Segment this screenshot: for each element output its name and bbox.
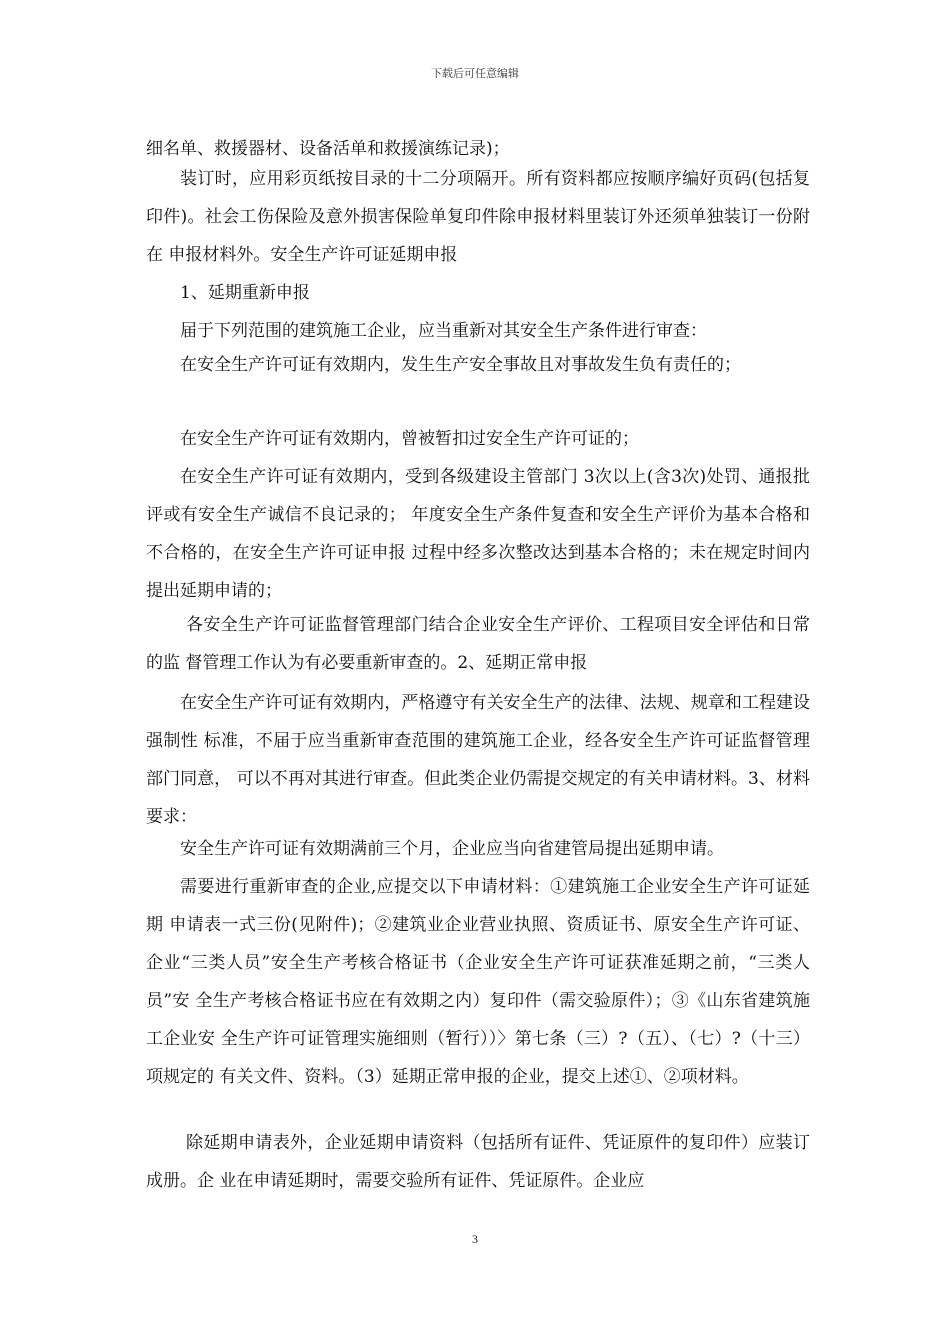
paragraph-12: 除延期申请表外，企业延期申请资料（包括所有证件、凭证原件的复印件）应装订成册。企 业在申请延期时，需要交验所有证件、凭证原件。企业应 [146,1133,810,1191]
paragraph-4: 届于下列范围的建筑施工企业，应当重新对其安全生产条件进行审查： [180,321,707,341]
page-number: 3 [472,1232,478,1246]
paragraph-3: 1、延期重新申报 [180,283,310,303]
paragraph-8: 各安全生产许可证监督管理部门结合企业安全生产评价、工程项目安全评估和日常的监 督管理工作认为有必要重新审查的。2、延期正常申报 [146,615,810,673]
paragraph-6: 在安全生产许可证有效期内，曾被暂扣过安全生产许可证的； [180,429,639,449]
paragraph-5: 在安全生产许可证有效期内，发生生产安全事故且对事故发生负有责任的； [180,355,741,375]
page-header: 下载后可任意编辑 [431,67,519,80]
paragraph-1: 细名单、救援器材、设备活单和救援演练记录)； [146,139,510,159]
paragraph-9: 在安全生产许可证有效期内，严格遵守有关安全生产的法律、法规、规章和工程建设强制性 标准，不届于应当重新审查范围的建筑施工企业，经各安全生产许可证监督管理部门同意， 可以不再对其进行审查。但此类企业仍需提交规定的有关申请材料。3、材料要求： [146,693,810,827]
paragraph-2: 装订时，应用彩页纸按目录的十二分项隔开。所有资料都应按顺序编好页码(包括复 印件)。社会工伤保险及意外损害保险单复印件除申报材料里装订外还须单独装订一份附在 申报材料外。安全生产许可证延期申报 [146,169,810,265]
paragraph-10: 安全生产许可证有效期满前三个月，企业应当向省建管局提出延期申请。 [180,839,724,859]
paragraph-11: 需要进行重新审查的企业,应提交以下申请材料：①建筑施工企业安全生产许可证延期 申请表一式三份(见附件)；②建筑业企业营业执照、资质证书、原安全生产许可证、企业“三类人员”安全生产考核合格证书（企业安全生产许可证获准延期之前，“三类人员”安 全生产考核合格证书应在有效期之内）复印件（需交验原件）；③《山东省建筑施工企业安 全生产许可证管理实施细则（暂行））〉第七条（三）?（五）、（七）?（十三）项规定的 有关文件、资料。（3）延期正常申报的企业，提交上述①、②项材料。 [146,877,810,1087]
paragraph-7: 在安全生产许可证有效期内，受到各级建设主管部门 3次以上(含3次)处罚、通报批 评或有安全生产诚信不良记录的； 年度安全生产条件复查和安全生产评价为基本合格和不合格的，在安全生产许可证申报 过程中经多次整改达到基本合格的；未在规定时间内提出延期申请的； [146,467,810,601]
